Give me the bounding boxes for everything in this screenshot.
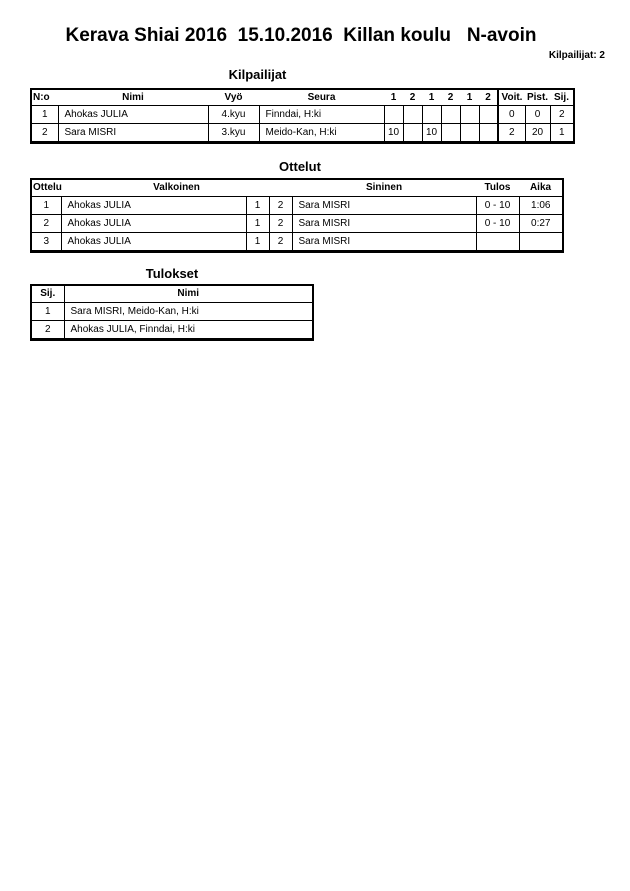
cell-aika: 0:27 [519,215,563,233]
section-title-tulokset: Tulokset [145,266,199,281]
cell-white-no: 1 [246,215,269,233]
col-header-score-1: 1 [384,89,403,106]
section-title-kilpailijat: Kilpailijat [228,67,287,82]
cell-score [460,106,479,124]
cell-nimi: Sara MISRI [58,124,208,143]
tulokset-table [30,284,314,341]
col-header-nimi: Nimi [64,285,313,303]
cell-blue-no: 2 [269,215,292,233]
cell-vyo: 4.kyu [208,106,259,124]
col-header-seura: Seura [259,89,384,106]
cell-sij: 1 [550,124,574,143]
tulokset-header-row [31,285,313,303]
cell-valkoinen: Ahokas JULIA [61,215,246,233]
cell-score [441,106,460,124]
cell-sininen: Sara MISRI [292,215,476,233]
cell-tulos: 0 - 10 [476,197,519,215]
cell-score [479,106,498,124]
kilpailijat-table [30,88,575,144]
cell-match-no: 3 [31,233,61,252]
col-header-nimi: Nimi [58,89,208,106]
ottelut-header-row [31,179,563,197]
cell-aika [519,233,563,252]
col-header-no: N:o [31,89,58,106]
cell-white-no: 1 [246,233,269,252]
col-header-score-3: 1 [422,89,441,106]
cell-no: 1 [31,106,58,124]
cell-score: 10 [384,124,403,143]
cell-sij: 1 [31,303,64,321]
col-header-tulos: Tulos [476,179,519,197]
cell-score [422,106,441,124]
col-header-valkoinen: Valkoinen [61,179,292,197]
cell-pist: 0 [525,106,550,124]
result-row [31,321,313,340]
col-header-pist: Pist. [525,89,550,106]
section-title-ottelut: Ottelut [279,159,321,174]
cell-seura: Meido-Kan, H:ki [259,124,384,143]
page-title: Kerava Shiai 2016 15.10.2016 Killan koulu N-avoin [65,25,537,46]
match-row [31,197,563,215]
match-row [31,215,563,233]
result-row [31,303,313,321]
cell-vyo: 3.kyu [208,124,259,143]
cell-match-no: 1 [31,197,61,215]
cell-blue-no: 2 [269,197,292,215]
match-row [31,233,563,252]
kilpailijat-header-row [31,89,574,106]
cell-tulos [476,233,519,252]
ottelut-table [30,178,564,253]
competitor-row [31,106,574,124]
col-header-sij: Sij. [31,285,64,303]
competitor-row [31,124,574,143]
cell-blue-no: 2 [269,233,292,252]
col-header-score-5: 1 [460,89,479,106]
cell-score [441,124,460,143]
competitors-count-label: Kilpailijat: 2 [548,50,605,61]
cell-score [384,106,403,124]
cell-valkoinen: Ahokas JULIA [61,233,246,252]
cell-score [403,106,422,124]
col-header-voit: Voit. [498,89,525,106]
cell-nimi: Ahokas JULIA, Finndai, H:ki [64,321,313,340]
cell-sij: 2 [31,321,64,340]
cell-score [479,124,498,143]
cell-voit: 0 [498,106,525,124]
col-header-aika: Aika [519,179,563,197]
cell-valkoinen: Ahokas JULIA [61,197,246,215]
cell-white-no: 1 [246,197,269,215]
cell-score [460,124,479,143]
col-header-score-2: 2 [403,89,422,106]
col-header-score-6: 2 [479,89,498,106]
col-header-sininen: Sininen [292,179,476,197]
cell-pist: 20 [525,124,550,143]
col-header-score-4: 2 [441,89,460,106]
cell-aika: 1:06 [519,197,563,215]
cell-sininen: Sara MISRI [292,233,476,252]
col-header-sij: Sij. [550,89,574,106]
cell-sij: 2 [550,106,574,124]
cell-nimi: Sara MISRI, Meido-Kan, H:ki [64,303,313,321]
cell-score: 10 [422,124,441,143]
cell-match-no: 2 [31,215,61,233]
cell-voit: 2 [498,124,525,143]
col-header-ottelu: Ottelu [31,179,61,197]
cell-nimi: Ahokas JULIA [58,106,208,124]
cell-tulos: 0 - 10 [476,215,519,233]
cell-seura: Finndai, H:ki [259,106,384,124]
cell-score [403,124,422,143]
cell-sininen: Sara MISRI [292,197,476,215]
col-header-vyo: Vyö [208,89,259,106]
cell-no: 2 [31,124,58,143]
